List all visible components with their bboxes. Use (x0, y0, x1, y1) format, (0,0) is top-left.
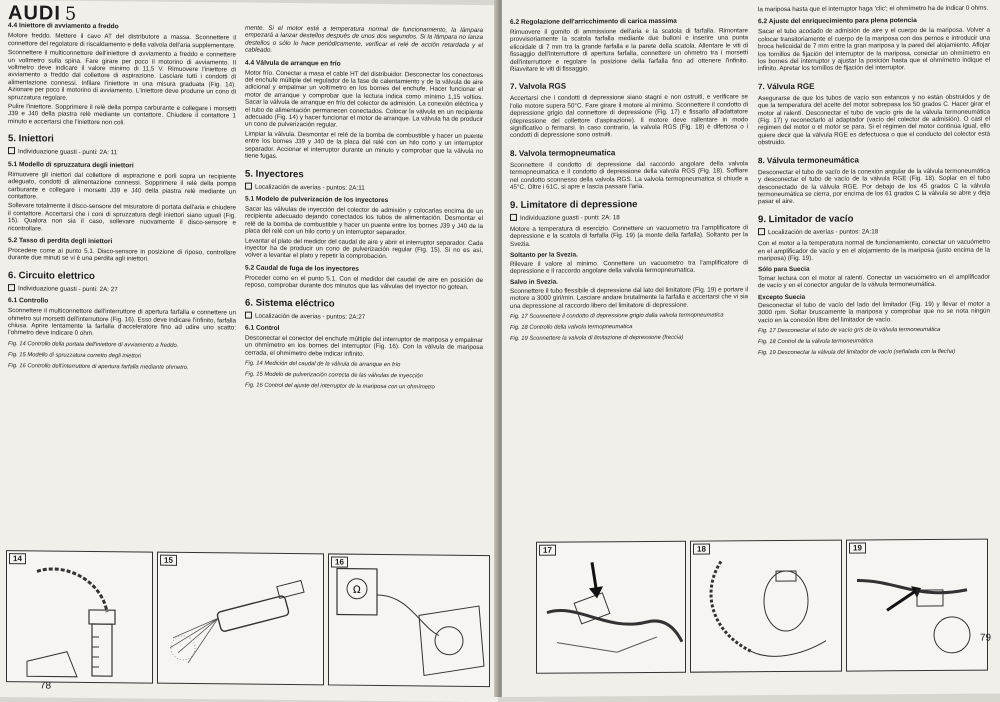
paragraph: Desconectar el conector del enchufe múltiple del interruptor de mariposa y empalmar un ohmímetro en los bornes del interruptor (Fig. 16). Con la válvula de mariposa cerrada, el ohmímetro debe indicar infinito. (245, 335, 483, 360)
paragraph: la mariposa hasta que el interruptor haga 'clic'; el ohmímetro ha de indicar 0 ohms. (758, 5, 990, 14)
section-heading: 5. Iniettori (8, 133, 236, 146)
column-italian-right (510, 12, 748, 345)
paragraph: Desconectar el tubo de vacío del lado del limitador (Fig. 19) y llevar el motor a 3000 rpm. Soltar bruscamente la mariposa y comprobar que no se nota ningún vacío en la conexión libre del limitador de vacío. (758, 301, 990, 325)
paragraph: Accertarsi che i condotti di depressione siano stagni e non ostruiti, e verificare se l'olio motore supera 50°C. Fare girare il motore al minimo. Sconnettere il condotto di depressione grigio dal connettore di depressione (Fig. 17) e fissarlo all'adattatore (depressione del collettore d'aspirazione). Il motore deve rallentare in modo significativo o fermarsi. In caso contrario, la valvola RGS (Fig. 18) è difettosa o i condotti di depressione sono ostruiti. (510, 94, 748, 140)
column-italian-left (8, 14, 236, 374)
paragraph: Sacar las válvulas de inyección del colector de admisión y colocarlas encima de un recipiente adecuado dejando conectados los tubos de alimentación. Desmontar el relé de la bomba de combustible y hacer un puente entre los bornes J39 y J40 de la placa del relé con un hilo corto y un interruptor separador. (245, 205, 483, 237)
checkbox-icon (245, 311, 252, 318)
heading: 5.2 Tasso di perdita degli iniettori (8, 237, 236, 247)
heading: 5.1 Modelo de pulverización de los inyectores (245, 195, 483, 205)
figure-caption: Fig. 16 Control del ajuste del interruptor de la mariposa con un ohmímetro (245, 383, 483, 392)
page-79 (502, 0, 1000, 697)
paragraph: Motor frío. Conectar a masa el cable HT del distribuidor. Desconectar los conectores del enchufe múltiple del regulador de la fase de calentamiento y de la válvula de aire adicional y empalmar un voltímetro en los bornes del enchufe. Hacer funcionar el motor de arranque y comprobar que la lectura indica como mínimo 1,15 voltios. Sacar la válvula de arranque en frío del colector de admisión. La conexión eléctrica y el tubo de alimentación permanecen conectados. Colocar la válvula en un recipiente adecuado (Fig. 14) y hacer funcionar el motor de arranque. La válvula ha de producir un cono de pulverización regular. (245, 69, 483, 131)
injector-measuring-cylinder-illustration (7, 551, 152, 683)
troubleshooting-ref: Localización de averías - puntos: 2A:27 (245, 311, 483, 322)
paragraph: Sconnettere il multiconnettore dell'interruttore di apertura farfalla e connettere un ohmetro sui morsetti dell'interruttore (Fig. 16). Esso deve indicare l'infinito, farfalla chiusa. Aprire lentamente la farfalla d'acceleratore fino ad udire uno scatto: l'ohmetro deve indicare 0 ohm. (8, 307, 236, 339)
heading: 5.2 Caudal de fuga de los inyectores (245, 264, 483, 274)
injector-spray-pattern-illustration (158, 553, 323, 685)
handwritten-mark: 5 (65, 4, 77, 25)
troubleshooting-ref: Individuazione guasti - punti: 2A: 27 (8, 284, 236, 295)
paragraph: Sconnettere il condotto di depressione dal raccordo angolare della valvola termopneumatica e il condotto di depressione della valvola RGS (Fig. 18). Soffiare nel condotto sconnesso della valvola RGS. La valvola termopneumatica si chiude a 45°C. Oltre i 61C, si apre e lascia passare l'aria. (510, 160, 748, 191)
figure-number: 18 (693, 544, 710, 555)
vacuum-hose-illustration (537, 542, 685, 673)
figure-caption: Fig. 19 Sconnettere la valvola di limitazione di depressione (freccia) (510, 334, 748, 343)
paragraph: Proceder como en el punto 5.1. Con el medidor del caudal de aire en posición de reposo, comprobar durante dos minutos que las válvulas del inyector no gotean. (245, 274, 483, 291)
figure-18 (690, 540, 842, 673)
figure-number: 14 (9, 553, 26, 564)
figure-15 (157, 552, 324, 686)
heading: 4.4 Válvula de arranque en frío (245, 59, 483, 69)
section-heading: 9. Limitador de vacío (758, 212, 990, 225)
paragraph: Con el motor a la temperatura normal de funcionamiento, conectar un vacuómetro en el amplificador de vacío y en el alojamiento de la mariposa (justo encima de la mariposa) (Fig. 19). (758, 239, 990, 263)
figure-caption: Fig. 17 Desconectar el tubo de vacío gris de la válvula termoneumática (758, 327, 990, 336)
paragraph: Rimuovere il gomito di ammissione dell'aria e la scatola di farfalla. Rimontare provvisoriamente la scatola farfalla mediante due bulloni e inserire una punta elicoidale di 7 mm tra la grande farfalla e la parete della scatola. Allentare le viti di fissaggio dell'interruttore di apertura farfalla, connettere un ohmetro tra i morsetti dell'interruttore e regolare la posizione della farfalla fino ad ottenere l'infinito. Riavvitare le viti di fissaggio. (510, 27, 748, 73)
paragraph: Sollevare totalmente il disco-sensore del misuratore di portata dell'aria e chiudere il contattore. Accertarsi che i coni di spruzzatura degli iniettori siano uguali (Fig. 15). Qualora non sia il caso, sollevare nuovamente il disco-sensore e ricontrollare. (8, 202, 236, 234)
paragraph: Tomar lectura con el motor al ralentí. Conectar un vacuómetro en el amplificador de vacío y en el conector angular de la válvula termoneumática. (758, 273, 990, 289)
figure-number: 19 (849, 542, 866, 553)
checkbox-icon (245, 182, 252, 189)
thermopneumatic-valve-illustration (691, 541, 841, 672)
figure-number: 15 (160, 555, 177, 566)
paragraph: Rimuovere gli iniettori dal collettore di aspirazione e porli sopra un recipiente adeguato, condotti di alimentazione connessi. Sopprimere il relè della pompa carburante e collegare i morsetti J39 e J40 della piastra relè mediante un contattore. (8, 171, 236, 203)
ohmmeter-switch-illustration (329, 554, 489, 686)
figure-number: 17 (539, 545, 556, 556)
paragraph: Motore a temperatura di esercizio. Connettere un vacuometro tra l'amplificatore di depressione e la scatola di farfalla (Fig. 19) (a monte della farfalla). Soltanto per la Svezia. (510, 224, 748, 248)
svg-text:Ω: Ω (353, 585, 361, 596)
figure-17 (536, 541, 686, 674)
page-number: 79 (980, 633, 991, 644)
heading: 5.1 Modello di spruzzatura degli iniettori (8, 161, 236, 171)
heading: 6.2 Ajuste del enriquecimiento para plena potencia (758, 17, 990, 27)
paragraph: Pulire l'iniettore. Sopprimere il relè della pompa carburante e collegare i morsetti J39 e J40 della piastra relè mediante un contattore. Chiudere il contattore 1 minuto e accertarsi che l'iniettore non coli. (8, 103, 236, 128)
section-heading: 7. Valvola RGS (510, 80, 748, 93)
heading: 6.1 Control (245, 325, 483, 335)
subheading: Excepto Suecia (758, 292, 990, 301)
paragraph: Levantar el plato del medidor del caudal de aire y abrir el interruptor separador. Cada inyector ha de producir un cono de pulverización regular (Fig. 15). Si no es así, volver a levantar el plato y repetir la comprobación. (245, 237, 483, 262)
vacuum-limiter-illustration (847, 540, 987, 671)
heading: 6.2 Regolazione dell'arricchimento di carica massima (510, 17, 748, 27)
troubleshooting-ref: Localización de averías - puntos: 2A:11 (245, 182, 483, 193)
audi-logo: AUDI 5 (8, 10, 236, 20)
paragraph: Rilevare il valore al minimo. Connettere un vacuometro tra l'amplificatore di depressione e il raccordo angolare della valvola termopneumatica. (510, 259, 748, 275)
figure-caption: Fig. 18 Controllo della valvola termopneumatica (510, 323, 748, 332)
figure-number: 16 (331, 556, 348, 567)
section-heading: 6. Circuito elettrico (8, 270, 236, 283)
paragraph: mente. Si el motor está a temperatura normal de funcionamiento, la lámpara empezará a lanzar destellos después de unos dos segundos. Si la lámpara no lanza destellos o sólo lo hace periódicamente, verificar el relé de acción retardada y el cableado. (245, 25, 483, 57)
subheading: Soltanto per la Svezia. (510, 250, 748, 259)
paragraph: Limpiar la válvula. Desmontar el relé de la bomba de combustible y hacer un puente entre los bornes J39 y J40 de la placa del relé con un hilo corto y un interruptor separador. Accionar el interruptor durante un minuto y comprobar que la válvula no tiene fugas. (245, 130, 483, 162)
checkbox-icon (758, 228, 765, 235)
paragraph: Procedere come ai punto 5.1. Disco-sensore in posizione di riposo, controllare durante due minuti se vi è una perdita agli iniettori. (8, 247, 236, 264)
checkbox-icon (510, 213, 517, 220)
figure-caption: Fig. 19 Desconectar la válvula del limitador de vacío (señalada con la flecha) (758, 349, 990, 358)
figure-caption: Fig. 16 Controllo dell'interruttore di apertura farfalla mediante ohmetro. (8, 363, 236, 372)
troubleshooting-ref: Individuazione guasti - punti: 2A: 18 (510, 212, 748, 222)
section-heading: 7. Válvula RGE (758, 79, 990, 92)
figure-caption: Fig. 18 Control de la válvula termoneumática (758, 338, 990, 347)
page-number: 78 (40, 680, 51, 691)
column-spanish-left (245, 25, 483, 395)
heading: 4.4 Iniettore di avviamento a freddo (8, 22, 236, 32)
paragraph: Motore freddo. Mettere il cavo AT del distributore a massa. Sconnettere il connettore del regolatore di riscaldamento e della valvola dell'aria supplementare. (8, 32, 236, 49)
section-heading: 8. Valvola termopneumatica (510, 146, 748, 159)
checkbox-icon (8, 284, 15, 291)
figure-14 (6, 550, 153, 684)
section-heading: 5. Inyectores (245, 168, 483, 181)
paragraph: Sconnettere il tubo flessibile di depressione dal lato del limitatore (Fig. 19) e portare il motore a 3000 giri/min. Lasciare andare brutalmente la farfalla e accertarsi che vi sia una depressione al raccordo libero del limitatore di depressione. (510, 286, 748, 310)
troubleshooting-ref: Localización de averías - puntos: 2A:18 (758, 226, 990, 236)
paragraph: Asegurarse de que los tubos de vacío son estancos y no están obstruidos y de que la temperatura del aceite del motor sobrepasa los 50 grados C. Hacer girar el motor al ralentí. Desconectar el tubo de vacío gris de la válvula termoneumática (Fig. 17) y reconectarlo al adaptador (vacío del colector de admisión). O casi el régimen del motor o el motor se para. Si el régimen del motor continúa igual, ello quiere decir que la válvula RGE es defectuosa o que el conducto del colector está obstruido. (758, 93, 990, 146)
figure-strip-right (536, 539, 988, 672)
section-heading: 9. Limitatore di depressione (510, 198, 748, 211)
subheading: Salvo in Svezia. (510, 278, 748, 287)
page-78 (0, 0, 498, 702)
paragraph: Sacar el tubo acodado de admisión de aire y el cuerpo de la mariposa. Volver a colocar transitoriamente el cuerpo de la mariposa con dos pernos e introducir una broca helicoidal de 7 mm entre la gran mariposa y la pared del alojamiento. Aflojar los tornillos de fijación del interruptor de la mariposa, conectar un ohmímetro en los bornes del interruptor y ajustar la posición hasta que el ohmímetro indique el infinito. Apretar los tornillos de fijación del interruptor. (758, 27, 990, 73)
figure-strip-left (6, 550, 490, 685)
column-spanish-right (758, 5, 990, 360)
figure-caption: Fig. 15 Modelo de pulverización correcta de las válvulas de inyección (245, 372, 483, 381)
figure-16 (328, 553, 490, 687)
figure-caption: Fig. 15 Modello di spruzzatura corretto degli iniettori (8, 352, 236, 361)
section-heading: 6. Sistema eléctrico (245, 297, 483, 310)
figure-caption: Fig. 14 Medición del caudal de la válvula de arranque en frío (245, 361, 483, 370)
figure-caption: Fig. 14 Controllo della portata dell'iniettore di avviamento a freddo. (8, 341, 236, 350)
figure-19 (846, 539, 988, 672)
troubleshooting-ref: Individuazione guasti - punti: 2A: 11 (8, 147, 236, 158)
paragraph: Sconnettere il multiconnettore dell'iniettore di avviamento a freddo e connettere un voltmetro sulla spina. Fare girare per poco il motorino di avviamento. Il voltmetro deve indicare il valore minimo di 11,5 V. Rimuovere l'iniettore di avviamento a freddo dal collettore di aspirazione. Lasciare tutti i condotti di alimentazione connessi. Infilare l'iniettore in una misura graduata (Fig. 14). Azionare per poco il motorino di avviamento. L'iniettore deve produrre un cono di spruzzatura regolare. (8, 49, 236, 103)
figure-caption: Fig. 17 Sconnettere il condotto di depressione grigio dalla valvola termopneumatica (510, 312, 748, 321)
checkbox-icon (8, 147, 15, 154)
paragraph: Desconectar el tubo de vacío de la conexión angular de la válvula termoneumática y desconectar el tubo de vacío de la válvula RGE (Fig. 18). Soplar en el tubo desconectado de la válvula RGE. Por debajo de los 45 grados C la válvula termoneumática se cierra, por encima de los 61 grados C la válvula se abre y deja pasar el aire. (758, 167, 990, 206)
heading: 6.1 Controllo (8, 297, 236, 307)
subheading: Sólo para Suecia (758, 265, 990, 274)
section-heading: 8. Válvula termoneumática (758, 153, 990, 166)
